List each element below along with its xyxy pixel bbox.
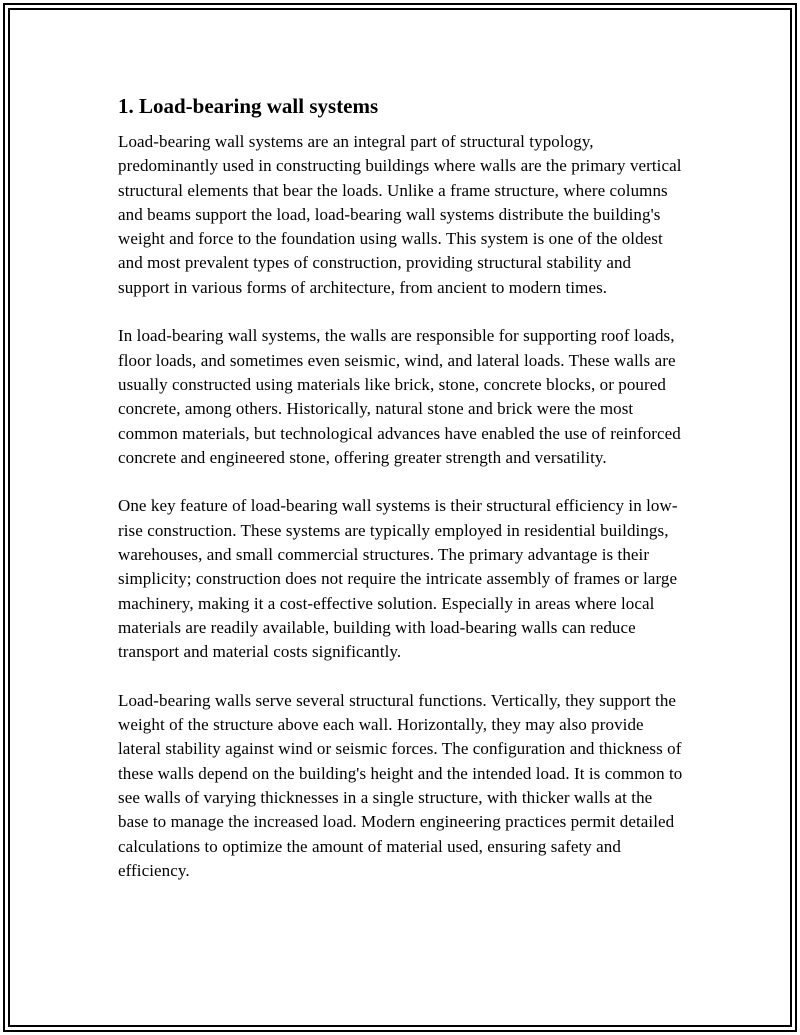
document-body: [118, 92, 684, 883]
paragraph-1: Load-bearing wall systems are an integral part of structural typology, predominantly used in constructing buildings where walls are the primary vertical structural elements that bear the loads. Unlike a frame structure, where columns and beams support the load, load-bearing wall systems distribute the building's weight and force to the foundation using walls. This system is one of the oldest and most prevalent types of construction, providing structural stability and support in various forms of architecture, from ancient to modern times.: [118, 132, 682, 297]
paragraph-2: In load-bearing wall systems, the walls are responsible for supporting roof loads, floor loads, and sometimes even seismic, wind, and lateral loads. These walls are usually constructed using materials like brick, stone, concrete blocks, or poured concrete, among others. Historically, natural stone and brick were the most common materials, but technological advances have enabled the use of reinforced concrete and engineered stone, offering greater strength and versatility.: [118, 326, 681, 467]
section-heading: 1. Load-bearing wall systems: [118, 94, 379, 118]
paragraph-4: Load-bearing walls serve several structural functions. Vertically, they support the weight of the structure above each wall. Horizontally, they may also provide lateral stability against wind or seismic forces. The configuration and thickness of these walls depend on the building's height and the intended load. It is common to see walls of varying thicknesses in a single structure, with thicker walls at the base to manage the increased load. Modern engineering practices permit detailed calculations to optimize the amount of material used, ensuring safety and efficiency.: [118, 690, 683, 880]
paragraph-3: One key feature of load-bearing wall systems is their structural efficiency in low-rise construction. These systems are typically employed in residential buildings, warehouses, and small commercial structures. The primary advantage is their simplicity; construction does not require the intricate assembly of frames or large machinery, making it a cost-effective solution. Especially in areas where local materials are readily available, building with load-bearing walls can reduce transport and material costs significantly.: [118, 496, 678, 662]
